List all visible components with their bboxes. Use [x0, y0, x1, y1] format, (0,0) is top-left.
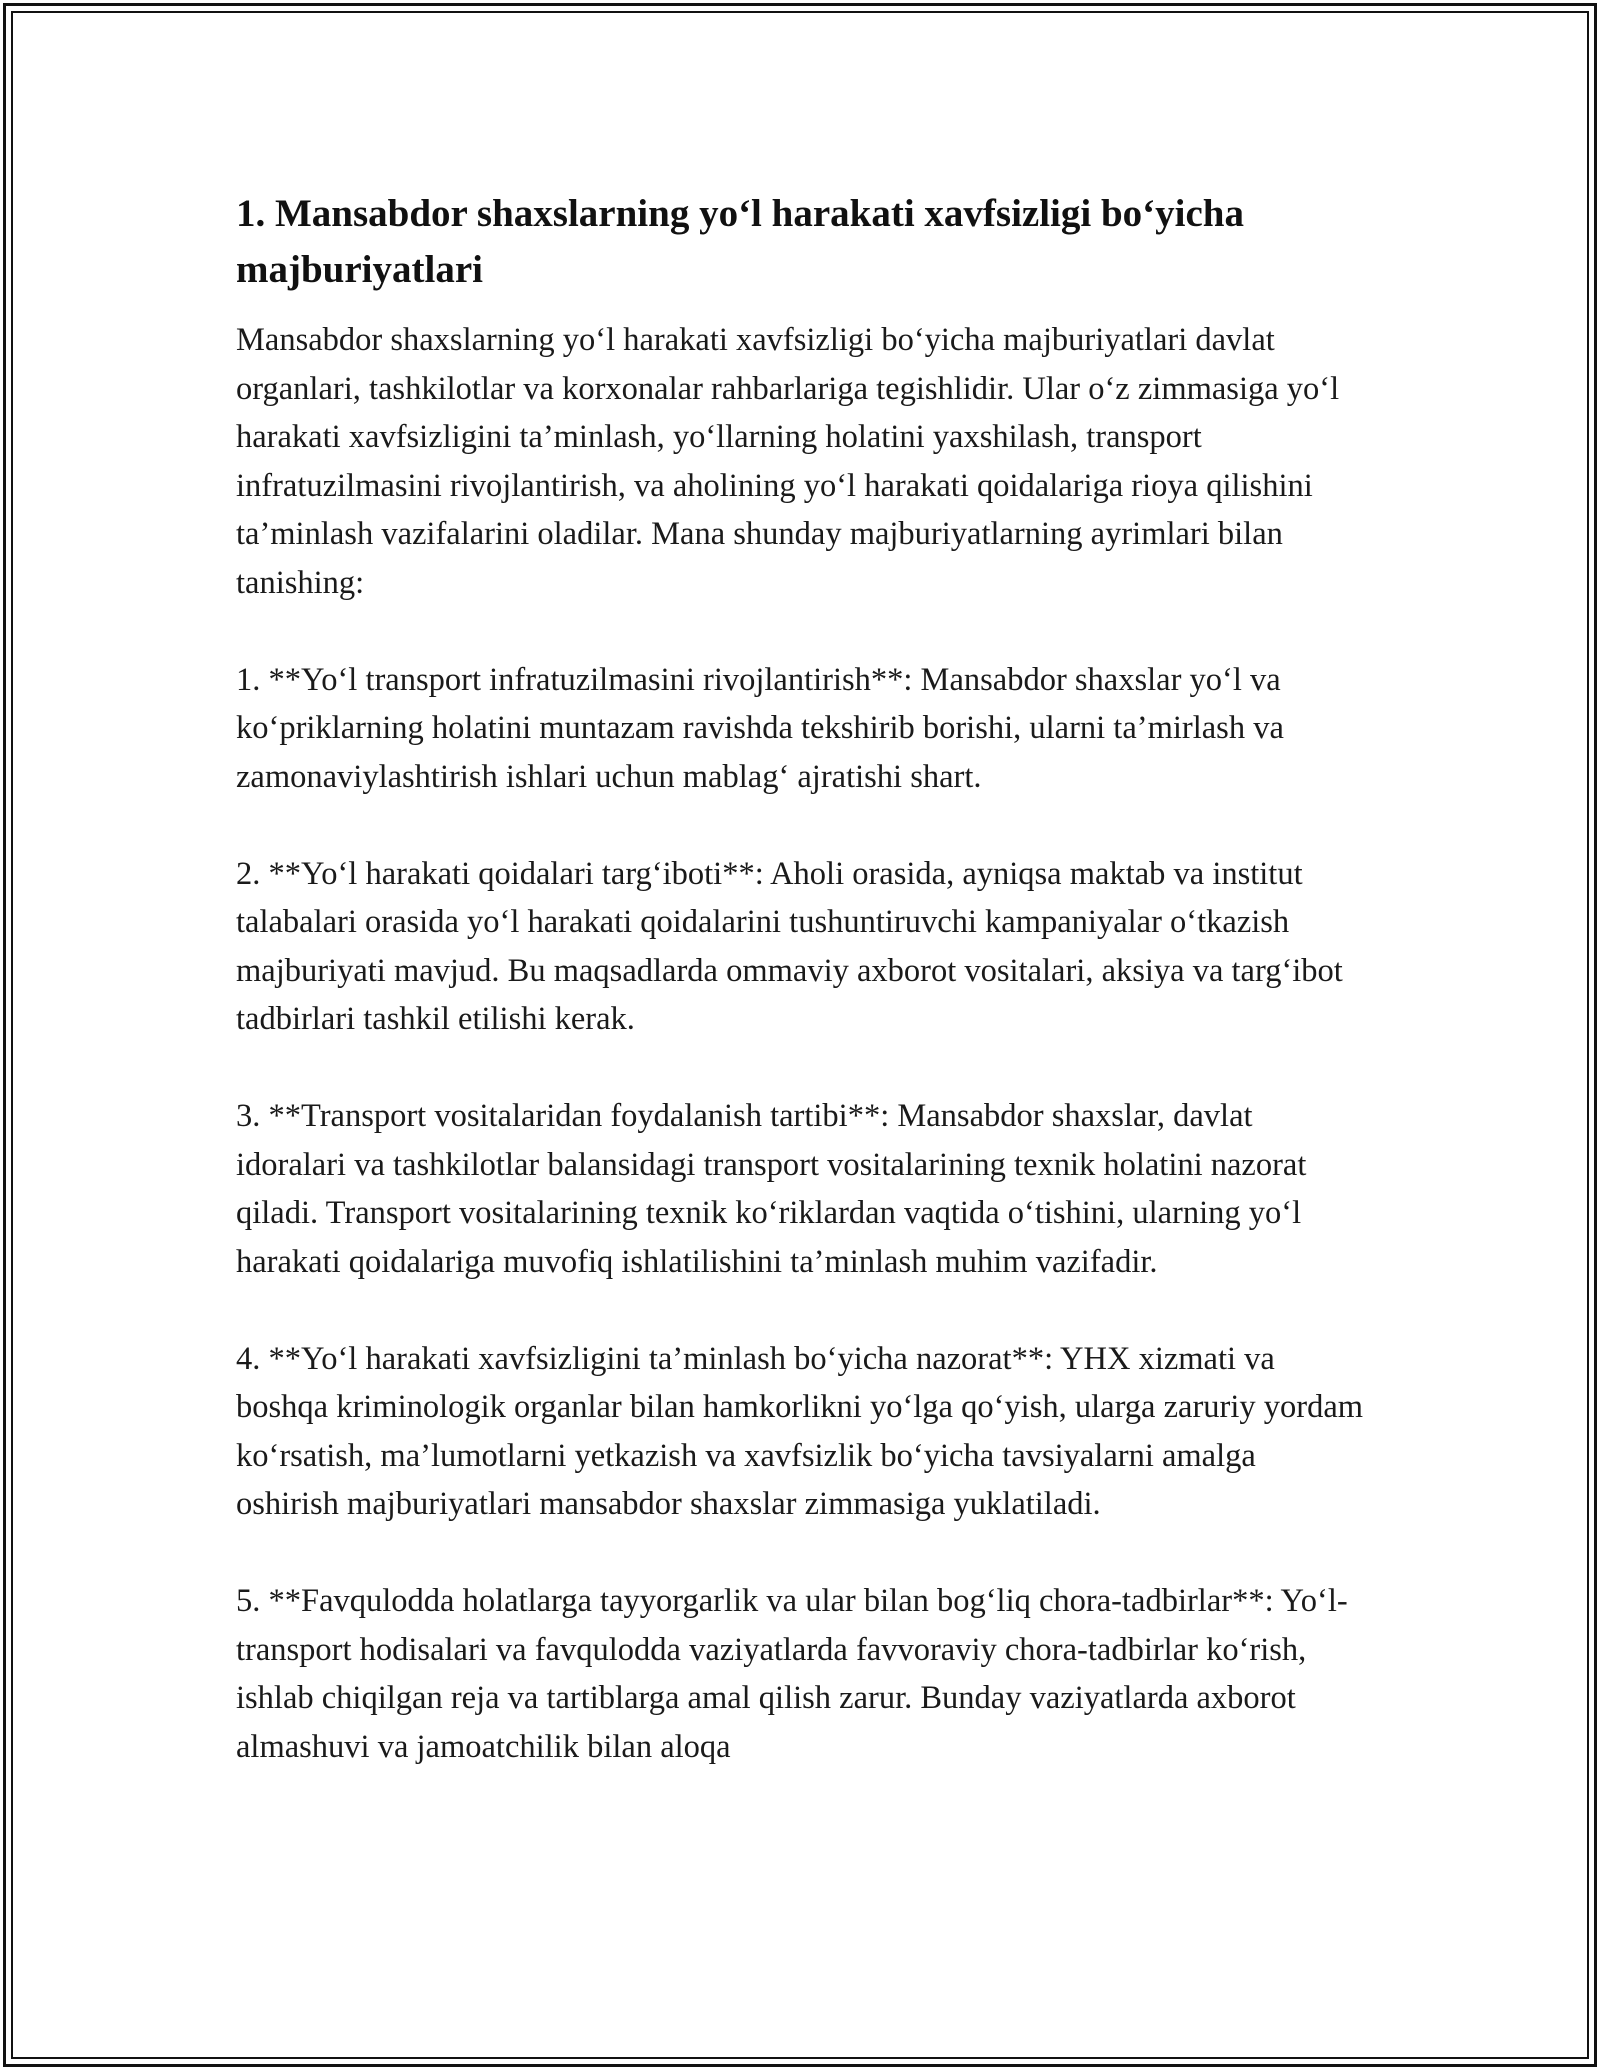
list-item-1: 1. **Yo‘l transport infratuzilmasini rivojlantirish**: Mansabdor shaxslar yo‘l va ko‘priklarning holatini muntazam ravishda tekshirib borishi, ularni ta’mirlash va zamonaviylashtirish ishlari uchun mablag‘ ajratishi shart. — [236, 661, 1284, 795]
list-item-2: 2. **Yo‘l harakati qoidalari targ‘iboti**: Aholi orasida, ayniqsa maktab va institut talabalari orasida yo‘l harakati qoidalarini tushuntiruvchi kampaniyalar o‘tkazish majburiyati mavjud. Bu maqsadlarda ommaviy axborot vositalari, aksiya va targ‘ibot tadbirlari tashkil etilishi kerak. — [236, 855, 1343, 1037]
list-item-3: 3. **Transport vositalaridan foydalanish tartibi**: Mansabdor shaxslar, davlat idoralari va tashkilotlar balansidagi transport vositalarining texnik holatini nazorat qiladi. Transport vositalarining texnik ko‘riklardan vaqtida o‘tishini, ularning yo‘l harakati qoidalariga muvofiq ishlatilishini ta’minlash muhim vazifadir. — [236, 1098, 1307, 1280]
list-item-5: 5. **Favqulodda holatlarga tayyorgarlik va ular bilan bog‘liq chora-tadbirlar**: Yo‘l-transport hodisalari va favqulodda vaziyatlarda favvoraviy chora-tadbirlar ko‘rish, ishlab chiqilgan reja va tartiblarga amal qilish zarur. Bunday vaziyatlarda axborot almashuvi va jamoatchilik bilan aloqa — [236, 1583, 1348, 1765]
intro-paragraph: Mansabdor shaxslarning yo‘l harakati xavfsizligi bo‘yicha majburiyatlari davlat organlari, tashkilotlar va korxonalar rahbarlariga tegishlidir. Ular o‘z zimmasiga yo‘l harakati xavfsizligini ta’minlash, yo‘llarning holatini yaxshilash, transport infratuzilmasini rivojlantirish, va aholining yo‘l harakati qoidalariga rioya qilishini ta’minlash vazifalarini oladilar. Mana shunday majburiyatlarning ayrimlari bilan tanishing: — [236, 322, 1340, 601]
list-item-4: 4. **Yo‘l harakati xavfsizligini ta’minlash bo‘yicha nazorat**: YHX xizmati va boshqa kriminologik organlar bilan hamkorlikni yo‘lga qo‘yish, ularga zaruriy yordam ko‘rsatish, ma’lumotlarni yetkazish va xavfsizlik bo‘yicha tavsiyalarni amalga oshirish majburiyatlari mansabdor shaxslar zimmasiga yuklatiladi. — [236, 1340, 1364, 1522]
document-title: 1. Mansabdor shaxslarning yo‘l harakati xavfsizligi bo‘yicha majburiyatlari — [236, 192, 1244, 291]
document-body — [236, 186, 1366, 1771]
